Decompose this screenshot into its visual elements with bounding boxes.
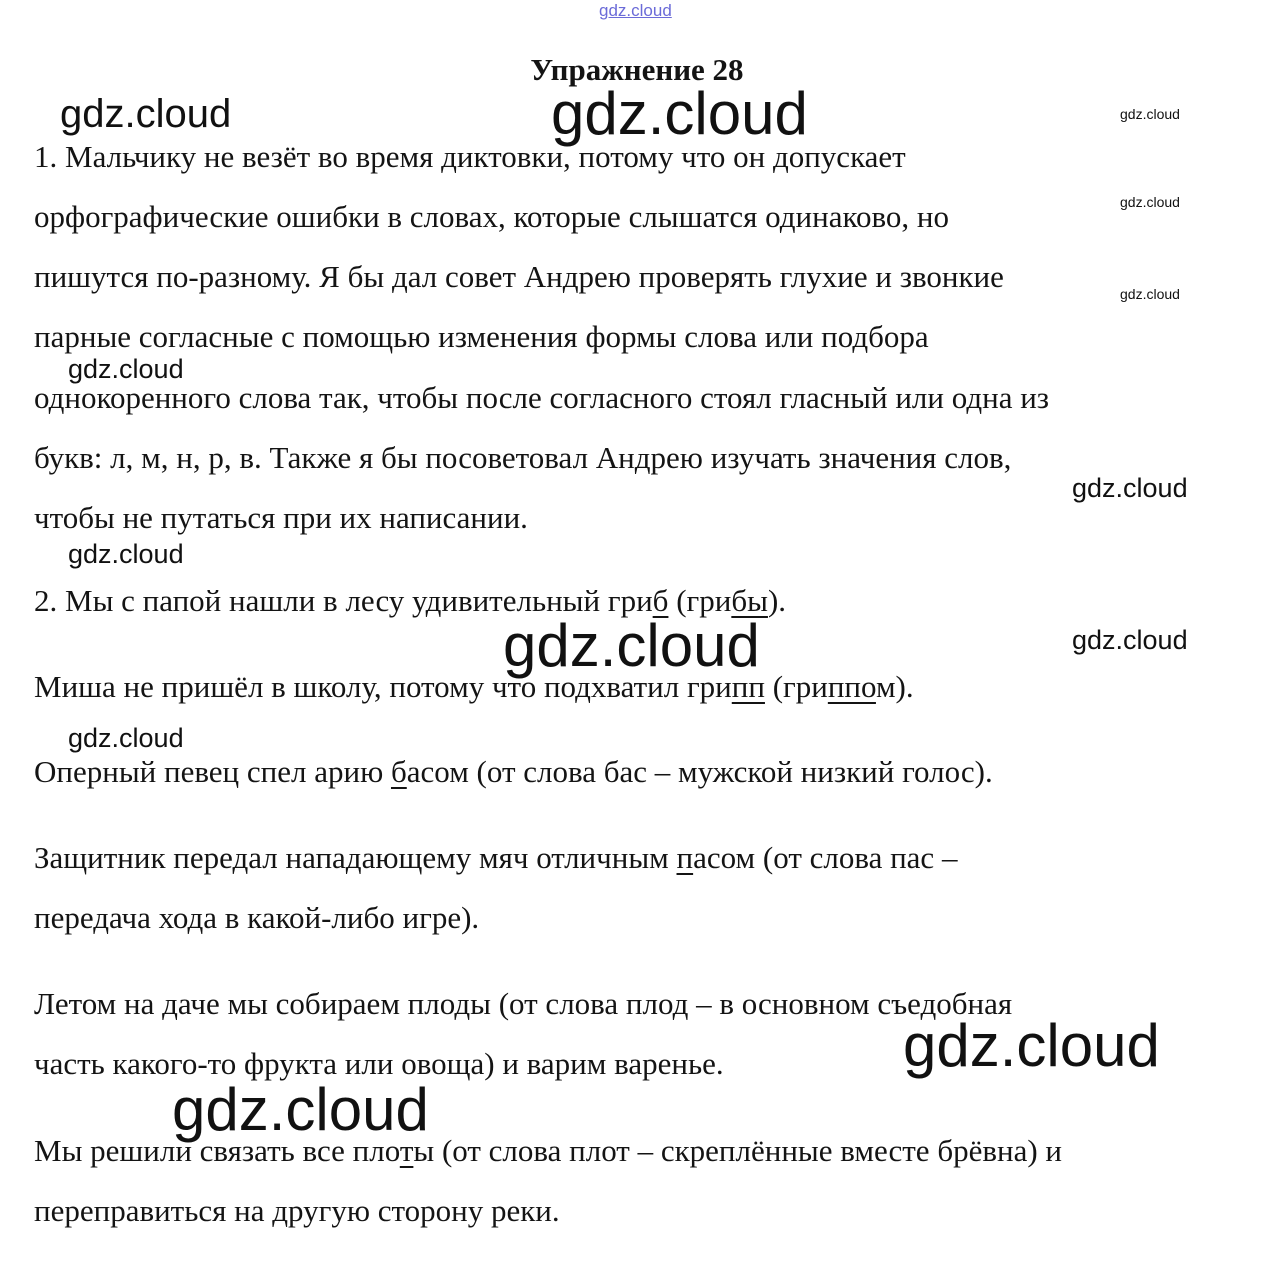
watermark: gdz.cloud — [60, 92, 232, 136]
answer-1-line: парные согласные с помощью изменения формы слова или подбора — [34, 319, 929, 354]
answer-1-line: однокоренного слова так, чтобы после согласного стоял гласный или одна из — [34, 380, 1050, 415]
answer-1-line: чтобы не путаться при их написании. — [34, 500, 528, 535]
sentence-plot-line-2: переправиться на другую сторону реки. — [34, 1193, 560, 1228]
sentence-plod-line-2: часть какого-то фрукта или овоща) и варим варенье. — [34, 1046, 724, 1081]
exercise-title: Упражнение 28 — [530, 52, 744, 87]
sentence-plod: Летом на даче мы собираем плоды (от слова плод – в основном съедобная — [34, 986, 1013, 1021]
watermark: gdz.cloud — [1120, 286, 1180, 302]
underlined-letter: бы — [731, 583, 768, 618]
watermark: gdz.cloud — [68, 539, 184, 569]
sentence-gripp: Миша не пришёл в школу, потому что подхватил грипп (гриппом). — [34, 669, 914, 704]
answer-1-line: орфографические ошибки в словах, которые слышатся одинаково, но — [34, 199, 949, 234]
underlined-letter: ппо — [827, 669, 876, 704]
answer-1-line: пишутся по-разному. Я бы дал совет Андрею проверять глухие и звонкие — [34, 259, 1004, 294]
underlined-letter: д — [454, 986, 471, 1021]
underlined-letter: п — [676, 840, 694, 875]
watermark: gdz.cloud — [172, 1076, 429, 1143]
watermark: gdz.cloud — [68, 354, 184, 384]
sentence-grib: 2. Мы с папой нашли в лесу удивительный гриб (грибы). — [34, 583, 787, 618]
watermark: gdz.cloud — [1120, 194, 1180, 210]
watermark: gdz.cloud — [903, 1012, 1160, 1079]
sentence-plot: Мы решили связать все плоты (от слова плот – скреплённые вместе брёвна) и — [34, 1133, 1062, 1168]
watermark-top: gdz.cloud — [599, 1, 672, 20]
sentence-pas-line-2: передача хода в какой-либо игре). — [34, 900, 480, 935]
watermark: gdz.cloud — [68, 723, 184, 753]
sentence-bas: Оперный певец спел арию басом (от слова бас – мужской низкий голос). — [34, 754, 993, 789]
underlined-letter: б — [390, 754, 407, 789]
watermark: gdz.cloud — [1072, 625, 1188, 655]
watermark: gdz.cloud — [503, 612, 760, 679]
underlined-letter: пп — [731, 669, 765, 704]
sentence-pas: Защитник передал нападающему мяч отличным пасом (от слова пас – — [34, 840, 958, 875]
watermark: gdz.cloud — [1120, 106, 1180, 122]
watermark: gdz.cloud — [551, 80, 808, 147]
answer-1-line: 1. Мальчику не везёт во время диктовки, потому что он допускает — [34, 139, 906, 174]
answer-1-line: букв: л, м, н, р, в. Также я бы посоветовал Андрею изучать значения слов, — [34, 440, 1012, 475]
underlined-letter: б — [652, 583, 669, 618]
underlined-letter: т — [399, 1133, 414, 1168]
watermark: gdz.cloud — [1072, 473, 1188, 503]
